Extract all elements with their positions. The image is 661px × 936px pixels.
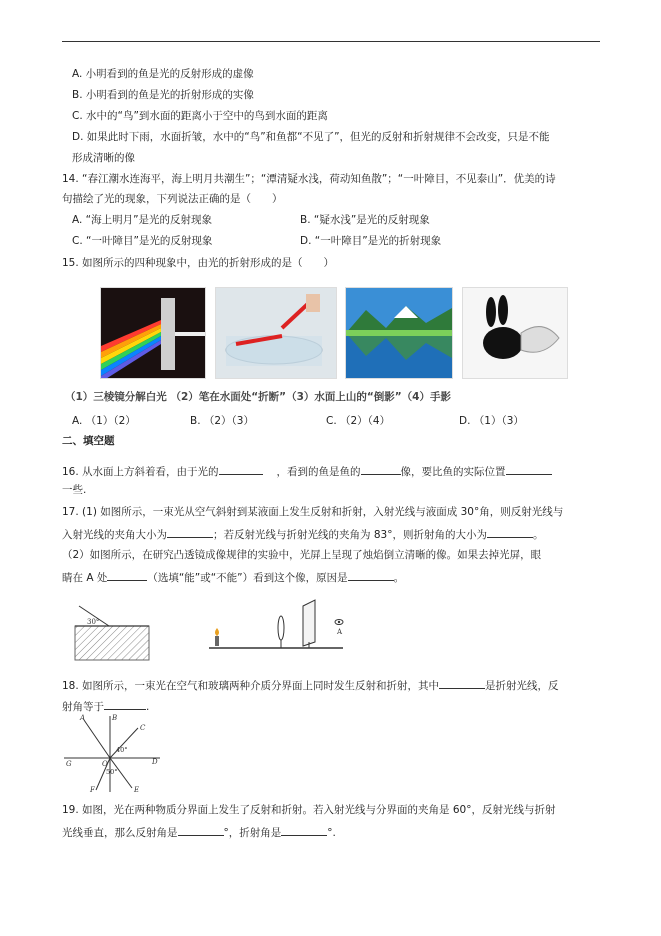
q17-part4: 睛在 A 处: [62, 572, 108, 584]
q18-label-g: G: [66, 760, 72, 768]
q18-blank-2[interactable]: [104, 698, 146, 710]
mountain-reflection-photo: [345, 287, 453, 379]
q19-part1: 光线垂直，那么反射角是: [62, 827, 178, 839]
q18-part1: 18. 如图所示，一束光在空气和玻璃两种介质分界面上同时发生反射和折射，其中: [62, 680, 440, 692]
q17-angle-label: 30°: [87, 618, 100, 626]
q18-label-o: O: [102, 760, 108, 768]
pencil-water-photo: [215, 287, 337, 379]
q19-part3: °.: [327, 827, 336, 839]
q17-blank-2[interactable]: [487, 526, 533, 538]
q18-label-a: A: [80, 714, 86, 722]
q19-blank-2[interactable]: [281, 824, 327, 836]
q17-blank-4[interactable]: [348, 569, 394, 581]
q17-optical-bench-figure: [203, 598, 363, 660]
q17-point-a-label: A: [337, 628, 343, 636]
q15-option-d: D. （1）（3）: [459, 415, 524, 427]
q13-option-d-cont: 形成清晰的像: [72, 152, 135, 164]
q18-angle-40: 40°: [116, 746, 128, 754]
q18-label-f: F: [90, 786, 95, 794]
q16-part3: 像，要比鱼的实际位置: [400, 466, 506, 478]
q16-part1: 16. 从水面上方斜着看，由于光的: [62, 466, 219, 478]
q13-option-b: B. 小明看到的鱼是光的折射形成的实像: [72, 89, 254, 101]
q13-option-c: C. 水中的“鸟”到水面的距离小于空中的鸟到水面的距离: [72, 110, 328, 122]
q14-stem: 14. “春江潮水连海平，海上明月共潮生”；“潭清疑水浅，荷动知鱼散”；“一叶障目，不见泰山”．优美的诗: [62, 173, 556, 185]
q19-line-1: 19. 如图，光在两种物质分界面上发生了反射和折射。若入射光线与分界面的夹角是 60°，反射光线与折射: [62, 804, 556, 816]
q16-text: [62, 463, 552, 479]
q16-blank-2[interactable]: [361, 463, 401, 475]
q17-part3: 。: [532, 529, 544, 541]
q14-option-c: C. “一叶障目”是光的反射现象: [72, 235, 213, 247]
q17-blank-3[interactable]: [107, 569, 147, 581]
q17-part6: 。: [393, 572, 405, 584]
q17-blank-1[interactable]: [167, 526, 213, 538]
section-heading: 二、填空题: [62, 435, 115, 447]
q18-part2: 是折射光线，反: [485, 680, 559, 692]
q17-line-4: [62, 569, 404, 585]
q19-line-2: [62, 824, 336, 840]
q18-angle-50: 50°: [106, 768, 118, 776]
q19-blank-1[interactable]: [178, 824, 224, 836]
q16-text-cont: 一些.: [62, 484, 87, 496]
q15-figure-caption: （1）三棱镜分解白光 （2）笔在水面处“折断”（3）水面上山的“倒影”（4）手影: [65, 391, 451, 403]
q17-part5: （选填“能”或“不能”）看到这个像，原因是: [147, 572, 348, 584]
q17-line-3: （2）如图所示，在研究凸透镜成像规律的实验中，光屏上呈现了烛焰倒立清晰的像。如果去掉光屏，眼: [62, 549, 542, 561]
q18-part3: 射角等于: [62, 701, 104, 713]
q15-option-b: B. （2）（3）: [190, 415, 254, 427]
q19-part2: °，折射角是: [223, 827, 282, 839]
q16-blank-3[interactable]: [506, 463, 552, 475]
q17-line-1: 17. (1) 如图所示，一束光从空气斜射到某液面上发生反射和折射，入射光线与液面成 30°角，则反射光线与: [62, 506, 564, 518]
q15-stem: 15. 如图所示的四种现象中，由光的折射形成的是（ ）: [62, 257, 335, 269]
q15-option-c: C. （2）（4）: [326, 415, 391, 427]
q18-label-c: C: [140, 724, 146, 732]
hand-shadow-photo: [462, 287, 568, 379]
q18-line-1: [62, 677, 559, 693]
q14-option-b: B. “疑水浅”是光的反射现象: [300, 214, 430, 226]
q17-line-2: [62, 526, 543, 542]
q13-option-a: A. 小明看到的鱼是光的反射形成的虚像: [72, 68, 254, 80]
q16-part2: ，看到的鱼是鱼的: [276, 466, 361, 478]
q16-blank-1[interactable]: [219, 463, 263, 475]
q18-label-d: D: [152, 758, 158, 766]
q18-part4: .: [146, 701, 150, 713]
q14-option-a: A. “海上明月”是光的反射现象: [72, 214, 213, 226]
prism-photo: [100, 287, 206, 379]
q14-option-d: D. “一叶障目”是光的折射现象: [300, 235, 442, 247]
q18-label-e: E: [134, 786, 140, 794]
q17-part1: 入射光线的夹角大小为: [62, 529, 167, 541]
q18-blank-1[interactable]: [439, 677, 485, 689]
q17-part2: ；若反射光线与折射光线的夹角为 83°，则折射角的大小为: [213, 529, 487, 541]
header-rule: [62, 41, 600, 42]
q17-liquid-figure: [73, 602, 153, 664]
q15-option-a: A. （1）（2）: [72, 415, 136, 427]
q18-label-b: B: [112, 714, 118, 722]
q13-option-d: D. 如果此时下雨，水面折皱，水中的“鸟”和鱼都“不见了”，但光的反射和折射规律不会改变，只是不能: [72, 131, 550, 143]
q18-ray-figure: [62, 712, 162, 794]
q14-stem-cont: 句描绘了光的现象，下列说法正确的是（ ）: [62, 193, 283, 205]
